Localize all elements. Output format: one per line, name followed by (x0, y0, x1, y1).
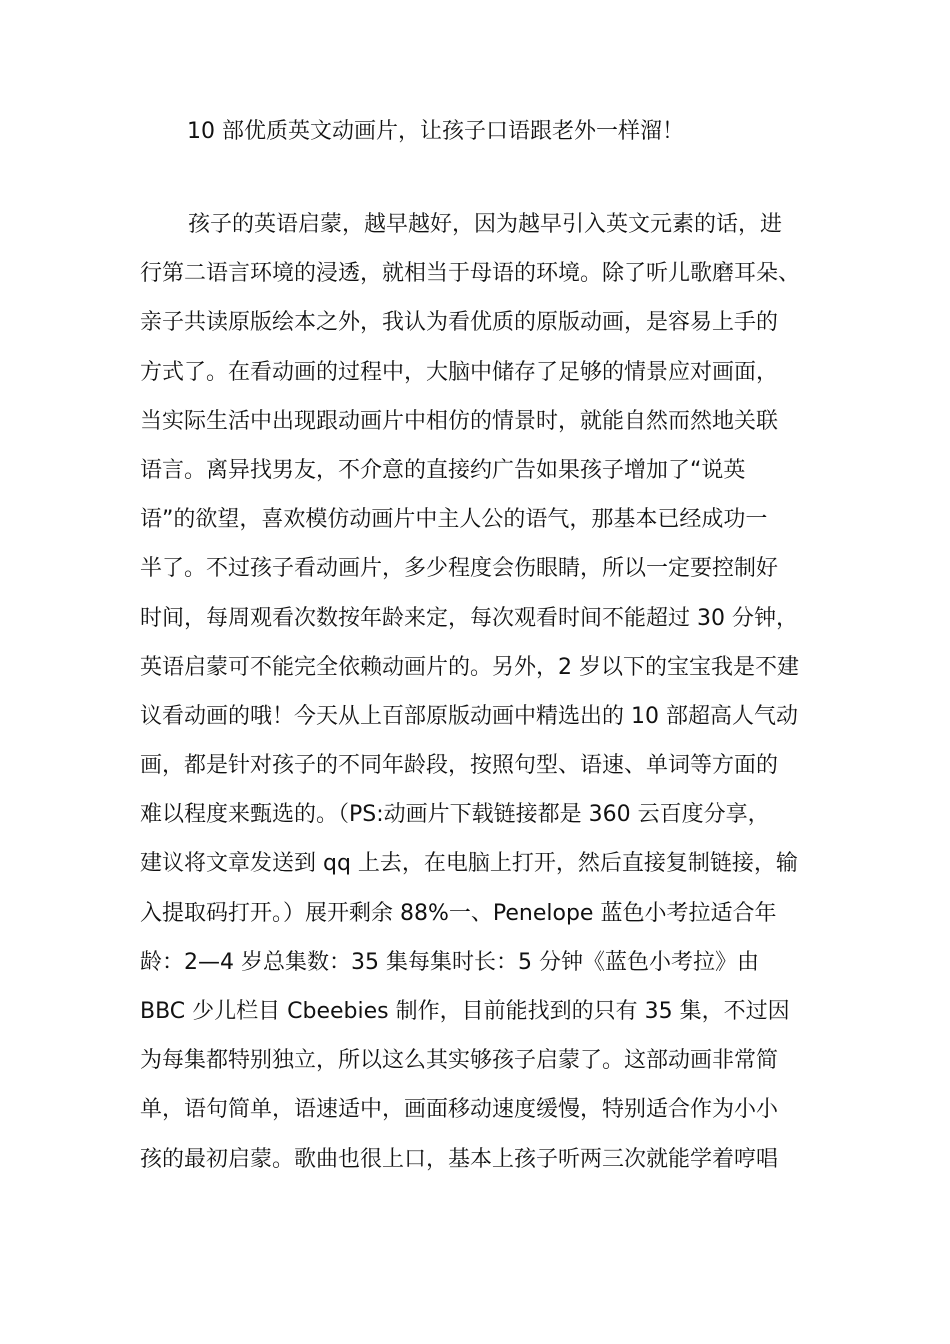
paragraph-line: 龄：2—4 岁总集数：35 集每集时长：5 分钟《蓝色小考拉》由 (140, 949, 759, 975)
document-title: 10 部优质英文动画片，让孩子口语跟老外一样溜！ (187, 119, 684, 144)
paragraph-line: 当实际生活中出现跟动画片中相仿的情景时，就能自然而然地关联 (140, 408, 779, 434)
paragraph-line: 方式了。在看动画的过程中，大脑中储存了足够的情景应对画面， (140, 359, 779, 385)
paragraph-line: 为每集都特别独立，所以这么其实够孩子启蒙了。这部动画非常简 (140, 1048, 779, 1074)
paragraph-line: 半了。不过孩子看动画片，多少程度会伤眼睛，所以一定要控制好 (140, 556, 779, 582)
document-body (140, 207, 800, 1191)
paragraph-line: 时间，每周观看次数按年龄来定，每次观看时间不能超过 30 分钟， (140, 605, 798, 631)
paragraph-line: 英语启蒙可不能完全依赖动画片的。另外，2 岁以下的宝宝我是不建 (140, 654, 799, 680)
paragraph-line: 语”的欲望，喜欢模仿动画片中主人公的语气，那基本已经成功一 (140, 507, 768, 533)
paragraph-line: 孩子的英语启蒙，越早越好，因为越早引入英文元素的话，进 (188, 212, 783, 237)
paragraph-line: 孩的最初启蒙。歌曲也很上口，基本上孩子听两三次就能学着哼唱 (140, 1146, 779, 1172)
paragraph-line: 难以程度来甄选的。（PS:动画片下载链接都是 360 云百度分享， (140, 802, 770, 828)
paragraph-line: 入提取码打开。）展开剩余 88%一、Penelope 蓝色小考拉适合年 (140, 900, 777, 926)
paragraph-line: 行第二语言环境的浸透，就相当于母语的环境。除了听儿歌磨耳朵、 (140, 261, 801, 287)
paragraph-line: 语言。离异找男友，不介意的直接约广告如果孩子增加了“说英 (140, 457, 746, 483)
paragraph-line: 建议将文章发送到 qq 上去，在电脑上打开，然后直接复制链接，输 (140, 851, 798, 877)
paragraph-line: 单，语句简单，语速适中，画面移动速度缓慢，特别适合作为小小 (140, 1097, 779, 1123)
paragraph-line: 画，都是针对孩子的不同年龄段，按照句型、语速、单词等方面的 (140, 753, 779, 779)
paragraph-line: BBC 少儿栏目 Cbeebies 制作，目前能找到的只有 35 集，不过因 (140, 999, 790, 1024)
paragraph-line: 亲子共读原版绘本之外，我认为看优质的原版动画，是容易上手的 (140, 310, 779, 336)
paragraph-line: 议看动画的哦！今天从上百部原版动画中精选出的 10 部超高人气动 (140, 703, 798, 729)
